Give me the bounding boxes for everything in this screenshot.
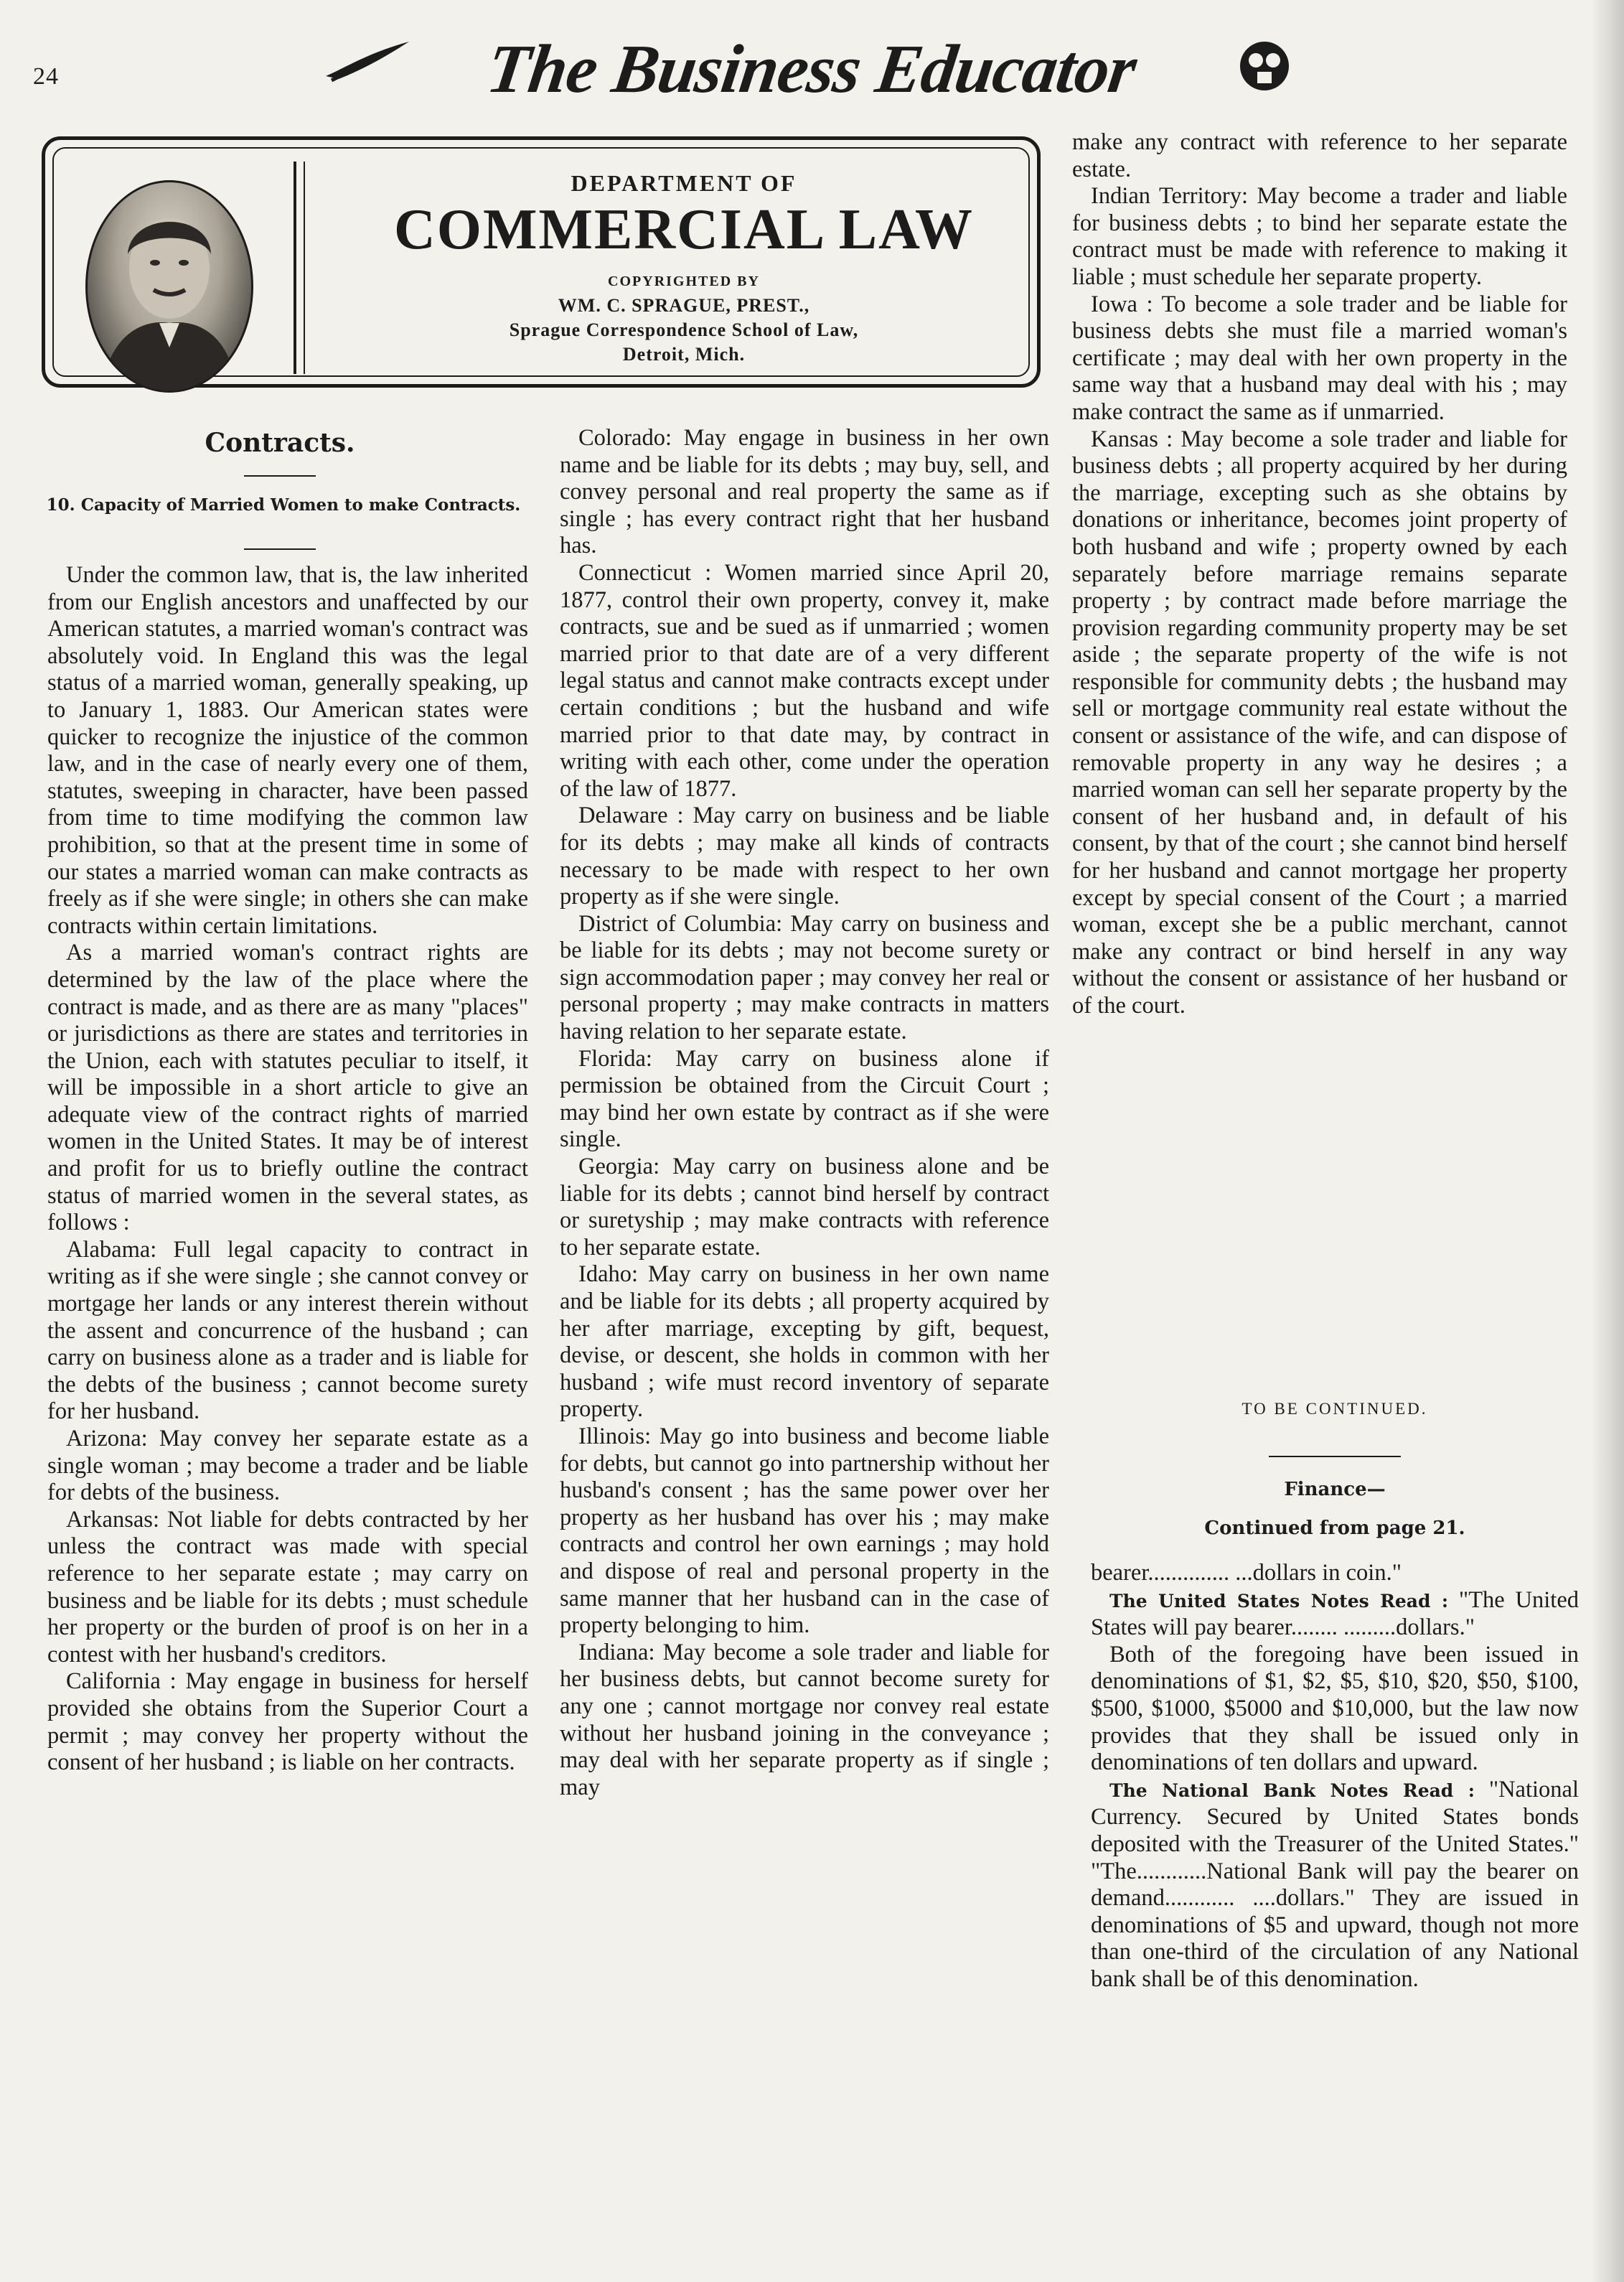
department-title: COMMERCIAL LAW bbox=[393, 198, 975, 261]
paragraph: Colorado: May engage in business in her own name and be liable for its debts ; may buy, sell, and convey personal and real property the same as if single ; has every contract right that her husband has. bbox=[560, 425, 1049, 559]
author-portrait bbox=[85, 180, 253, 393]
masthead-title: The Business Educator bbox=[482, 30, 1141, 107]
paragraph: Florida: May carry on business alone if permission be obtained from the Circuit Court ; may bind her own estate by contract as if she were single. bbox=[560, 1045, 1049, 1153]
department-label: DEPARTMENT OF bbox=[571, 170, 797, 196]
national-notes-text: "National Currency. Secured by United States bonds deposited with the Treasurer of the United States." "The............National Bank will pay the bearer on demand............ ....dollars." They are issued in denominations of $5 and upward, though not more than one-third of the circulation of any National bank shall be of this denomination. bbox=[1091, 1776, 1579, 1992]
finance-subheading: Continued from page 21. bbox=[1204, 1518, 1465, 1539]
paragraph: make any contract with reference to her separate estate. bbox=[1072, 129, 1567, 182]
page-number: 24 bbox=[33, 63, 59, 90]
us-notes-text: "The United States will pay bearer........ .........dollars." bbox=[1091, 1586, 1579, 1641]
to-be-continued: TO BE CONTINUED. bbox=[1242, 1400, 1428, 1418]
article-column-3 bbox=[1072, 129, 1567, 1020]
paragraph: Illinois: May go into business and become liable for debts, but cannot go into partnership without her husband's consent ; has the same power over her property as her husband has over his ; may make contracts and control her own earnings ; may hold and dispose of real and personal property in the same manner that her husband can in the case of property belonging to him. bbox=[560, 1423, 1049, 1639]
paragraph: Idaho: May carry on business in her own name and be liable for its debts ; all property acquired by her after marriage, excepting by gift, bequest, devise, or descent, she holds in common with her husband ; wife must record inventory of separate property. bbox=[560, 1261, 1049, 1423]
article-heading: Contracts. bbox=[205, 428, 355, 458]
paragraph: Both of the foregoing have been issued in denominations of $1, $2, $5, $10, $20, $50, $100, $500, $1000, $5000 and $10,000, but the law now provides that they shall be issued only in denominations of ten dollars and upward. bbox=[1091, 1641, 1579, 1776]
paragraph: District of Columbia: May carry on business and be liable for its debts ; may not become surety or sign accommodation paper ; may convey her real or personal property ; may make contracts in matters having relation to her separate estate. bbox=[560, 910, 1049, 1045]
department-header-box bbox=[42, 136, 1041, 388]
paragraph: Kansas : May become a sole trader and liable for business debts ; all property acquired by her during the marriage, excepting such as she obtains by donations or inheritance, becomes joint property of both husband and wife ; property owned by each separately before marriage remains separate property ; by contract made before marriage the provision regarding community property may be set aside ; the separate property of the wife is not responsible for community debts ; the husband may sell or mortgage community real estate without the consent or assistance of the wife, and can dispose of removable property in any way he desires ; a married woman can sell her separate property by the consent of her husband and, in default of his consent, by that of the court ; she cannot bind herself for her husband and cannot mortgage her property except by special consent of the Court ; a married woman, except she be a public merchant, cannot make any contract or bind herself in any way without the consent or assistance of her husband or of the court. bbox=[1072, 426, 1567, 1019]
paragraph: bearer.............. ...dollars in coin." bbox=[1091, 1560, 1402, 1586]
paragraph: Arkansas: Not liable for debts contracted by her unless the contract was made with special reference to her separate estate ; may carry on business and be liable for its debts ; must schedule her property or the burden of proof is on her in a contest with her husband's creditors. bbox=[47, 1506, 528, 1668]
paragraph: Indian Territory: May become a trader and liable for business debts ; to bind her separate estate the contract must be made with reference to making it liable ; must schedule her separate property. bbox=[1072, 183, 1567, 290]
paragraph: Connecticut : Women married since April 20, 1877, control their own property, convey it, make contracts, sue and be sued as if unmarried ; women married prior to that date are of a very different legal status and cannot make contracts except under certain conditions ; but the husband and wife married prior to that date may, by contract in writing with each other, come under the operation of the law of 1877. bbox=[560, 559, 1049, 802]
paragraph: Iowa : To become a sole trader and be liable for business debts she must file a married woman's certificate ; may deal with her own property in the same way that a husband may deal with his ; may make contract the same as if unmarried. bbox=[1072, 291, 1567, 425]
author-name: WM. C. SPRAGUE, PREST., bbox=[558, 295, 810, 316]
paragraph bbox=[1091, 1587, 1579, 1642]
paragraph: California : May engage in business for herself provided she obtains from the Superior Court a permit ; may convey her property without the consent of her husband ; is liable on her contracts. bbox=[47, 1668, 528, 1776]
paragraph: Georgia: May carry on business alone and be liable for its debts ; cannot bind herself by contract or suretyship ; may make contracts with reference to her separate estate. bbox=[560, 1154, 1049, 1261]
paragraph: Alabama: Full legal capacity to contract in writing as if she were single ; she cannot convey or mortgage her lands or any interest therein without the assent and concurrence of the husband ; can carry on business alone as a trader and is liable for the debts of the business ; cannot become surety for her husband. bbox=[47, 1236, 528, 1425]
author-school: Sprague Correspondence School of Law, bbox=[509, 319, 859, 340]
finance-heading: Finance— bbox=[1284, 1479, 1386, 1500]
paragraph: Arizona: May convey her separate estate as a single woman ; may become a trader and be liable for debts of the business. bbox=[47, 1426, 528, 1506]
paragraph: Under the common law, that is, the law inherited from our English ancestors and unaffected by our American statutes, a married woman's contract was absolutely void. In England this was the legal status of a married woman, generally speaking, up to January 1, 1883. Our American states were quicker to recognize the injustice of the common law, and in the case of nearly every one of them, statutes, sweeping in character, have been passed from time to time modifying the common law prohibition, so that at the present time in some of our states a married woman can make contracts as freely as if she were single; in others she can make contracts within certain limitations. bbox=[47, 562, 528, 939]
article-column-1 bbox=[47, 562, 528, 1777]
paragraph: Indiana: May become a sole trader and liable for her business debts, but cannot become surety for any one ; cannot mortgage nor convey real estate without her husband joining in the conveyance ; may deal with her separate property as if single ; may bbox=[560, 1639, 1049, 1800]
paragraph: Delaware : May carry on business and be liable for its debts ; may make all kinds of contracts necessary to be made with respect to her own property as if she were single. bbox=[560, 803, 1049, 910]
national-notes-label: The National Bank Notes Read : bbox=[1109, 1780, 1475, 1801]
article-subheading: 10. Capacity of Married Women to make Contracts. bbox=[46, 495, 521, 515]
article-column-2 bbox=[560, 425, 1049, 1801]
ornament-icon bbox=[1236, 37, 1293, 95]
us-notes-label: The United States Notes Read : bbox=[1109, 1590, 1449, 1612]
paragraph bbox=[1091, 1777, 1579, 1993]
finance-column bbox=[1091, 1560, 1579, 1993]
paragraph: As a married woman's contract rights are determined by the law of the place where the contract is made, and as there are as many "places" or jurisdictions as there are states and territories in the Union, each with statutes peculiar to itself, it will be impossible in a short article to give an adequate view of the contract rights of married women in the United States. It may be of interest and profit for us to briefly outline the contract status of married women in the several states, as follows : bbox=[47, 940, 528, 1236]
copyright-label: COPYRIGHTED BY bbox=[608, 273, 760, 289]
author-city: Detroit, Mich. bbox=[622, 344, 746, 365]
quill-pen-icon bbox=[324, 39, 410, 82]
